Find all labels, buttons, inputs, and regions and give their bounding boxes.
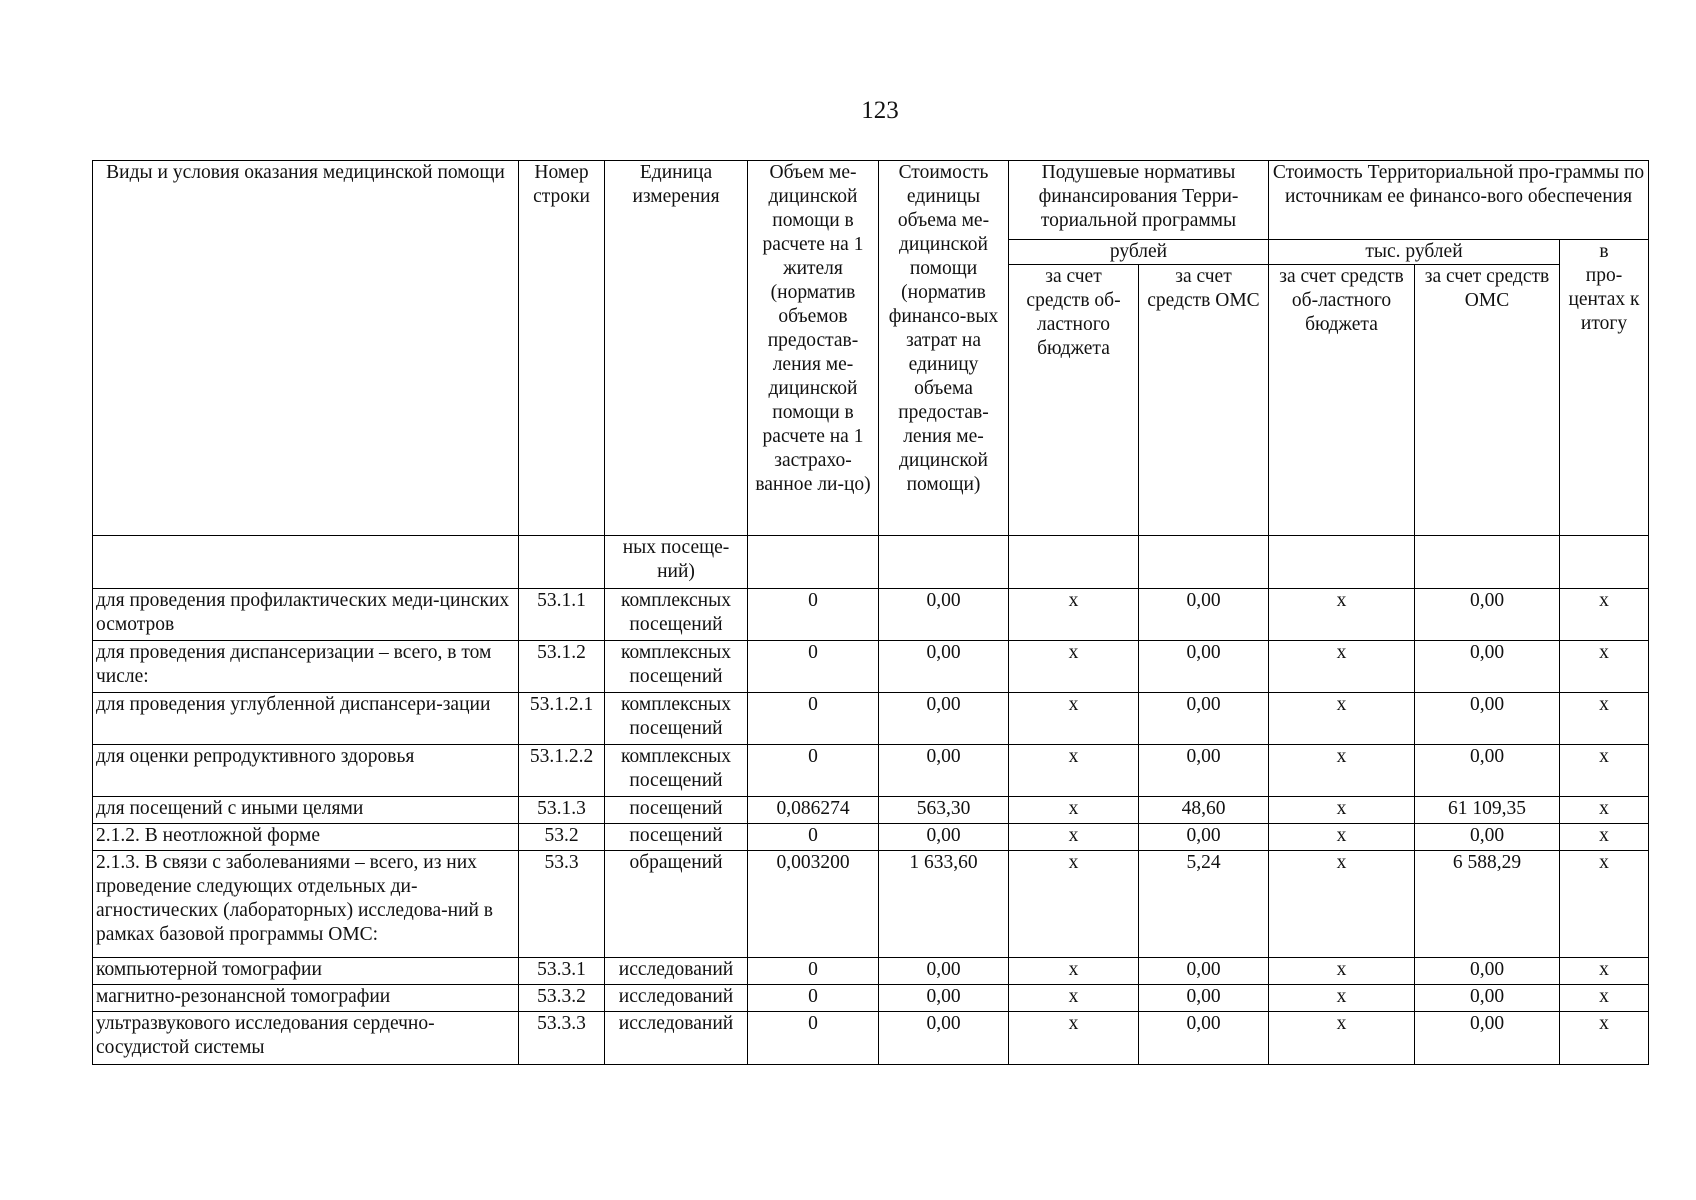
table-row <box>93 851 1649 958</box>
row-volume: 0,086274 <box>748 797 879 824</box>
row-cost: 0,00 <box>879 745 1009 797</box>
row-tc-budget: х <box>1269 1012 1415 1065</box>
row-unit: посещений <box>605 797 748 824</box>
table-row <box>93 1012 1649 1065</box>
header-unit: Единица измерения <box>605 161 748 536</box>
row-pc-oms: 0,00 <box>1139 824 1269 851</box>
row-percent: х <box>1560 1012 1649 1065</box>
row-tc-budget: х <box>1269 985 1415 1012</box>
header-unit-thousand-rubles: тыс. рублей <box>1269 240 1560 265</box>
row-unit: комплексных посещений <box>605 589 748 641</box>
row-tc-budget: х <box>1269 641 1415 693</box>
row-number: 53.3.3 <box>519 1012 605 1065</box>
row-name: 2.1.3. В связи с заболеваниями – всего, из них проведение следующих отдельных ди-агностических (лабораторных) исследова-ний в рамках базовой программы ОМС: <box>93 851 519 958</box>
row-percent: х <box>1560 958 1649 985</box>
header-row <box>93 161 1649 240</box>
row-pc-budget: х <box>1009 851 1139 958</box>
row-tc-budget: х <box>1269 797 1415 824</box>
row-percent: х <box>1560 589 1649 641</box>
continuation-unit: ных посеще-ний) <box>605 536 748 589</box>
row-cost: 0,00 <box>879 958 1009 985</box>
row-cost: 0,00 <box>879 589 1009 641</box>
row-pc-budget: х <box>1009 1012 1139 1065</box>
row-pc-oms: 0,00 <box>1139 985 1269 1012</box>
row-volume: 0 <box>748 641 879 693</box>
row-tc-oms: 0,00 <box>1415 641 1560 693</box>
row-percent: х <box>1560 693 1649 745</box>
header-volume: Объем ме-дицинской помощи в расчете на 1 жителя (норматив объемов предостав-ления ме-дицинской помощи в расчете на 1 застрахо-ванное ли-цо) <box>748 161 879 536</box>
row-unit: исследований <box>605 985 748 1012</box>
header-per-capita: Подушевые нормативы финансирования Терри-ториальной программы <box>1009 161 1269 240</box>
row-tc-oms: 0,00 <box>1415 745 1560 797</box>
row-percent: х <box>1560 824 1649 851</box>
row-pc-budget: х <box>1009 797 1139 824</box>
row-unit: комплексных посещений <box>605 745 748 797</box>
row-name: для проведения углубленной диспансери-зации <box>93 693 519 745</box>
row-percent: х <box>1560 797 1649 824</box>
row-tc-budget: х <box>1269 693 1415 745</box>
row-cost: 0,00 <box>879 1012 1009 1065</box>
row-name: для посещений с иными целями <box>93 797 519 824</box>
row-tc-oms: 0,00 <box>1415 693 1560 745</box>
row-tc-oms: 0,00 <box>1415 985 1560 1012</box>
row-tc-oms: 0,00 <box>1415 958 1560 985</box>
row-number: 53.3.1 <box>519 958 605 985</box>
row-tc-oms: 6 588,29 <box>1415 851 1560 958</box>
row-unit: исследований <box>605 958 748 985</box>
row-tc-budget: х <box>1269 958 1415 985</box>
row-pc-budget: х <box>1009 958 1139 985</box>
row-unit: комплексных посещений <box>605 641 748 693</box>
row-pc-budget: х <box>1009 693 1139 745</box>
row-tc-oms: 0,00 <box>1415 824 1560 851</box>
row-pc-oms: 0,00 <box>1139 1012 1269 1065</box>
row-percent: х <box>1560 641 1649 693</box>
row-name: ультразвукового исследования сердечно-сосудистой системы <box>93 1012 519 1065</box>
header-pc-oms: за счет средств ОМС <box>1139 265 1269 536</box>
row-cost: 563,30 <box>879 797 1009 824</box>
header-percent-top: в <box>1599 241 1609 262</box>
table-row <box>93 824 1649 851</box>
table-row <box>93 589 1649 641</box>
row-name: для оценки репродуктивного здоровья <box>93 745 519 797</box>
row-pc-budget: х <box>1009 824 1139 851</box>
header-unit-rubles: рублей <box>1009 240 1269 265</box>
row-number: 53.2 <box>519 824 605 851</box>
row-percent: х <box>1560 745 1649 797</box>
row-pc-budget: х <box>1009 641 1139 693</box>
row-pc-oms: 48,60 <box>1139 797 1269 824</box>
row-name: 2.1.2. В неотложной форме <box>93 824 519 851</box>
row-number: 53.3.2 <box>519 985 605 1012</box>
table-row <box>93 797 1649 824</box>
table-row <box>93 985 1649 1012</box>
row-volume: 0,003200 <box>748 851 879 958</box>
row-tc-budget: х <box>1269 589 1415 641</box>
row-volume: 0 <box>748 1012 879 1065</box>
row-cost: 0,00 <box>879 824 1009 851</box>
row-tc-budget: х <box>1269 851 1415 958</box>
row-cost: 1 633,60 <box>879 851 1009 958</box>
row-cost: 0,00 <box>879 693 1009 745</box>
header-percent <box>1560 240 1649 536</box>
row-volume: 0 <box>748 985 879 1012</box>
header-tc-budget: за счет средств об-ластного бюджета <box>1269 265 1415 536</box>
row-unit: комплексных посещений <box>605 693 748 745</box>
row-pc-oms: 5,24 <box>1139 851 1269 958</box>
header-percent-rest: про-центах к итогу <box>1568 265 1640 334</box>
row-unit: исследований <box>605 1012 748 1065</box>
row-tc-oms: 0,00 <box>1415 589 1560 641</box>
table-row <box>93 745 1649 797</box>
row-volume: 0 <box>748 589 879 641</box>
row-volume: 0 <box>748 824 879 851</box>
row-percent: х <box>1560 851 1649 958</box>
row-name: для проведения профилактических меди-цинских осмотров <box>93 589 519 641</box>
header-tc-oms: за счет средств ОМС <box>1415 265 1560 536</box>
row-tc-budget: х <box>1269 824 1415 851</box>
row-number: 53.1.3 <box>519 797 605 824</box>
table-row <box>93 693 1649 745</box>
row-volume: 0 <box>748 745 879 797</box>
row-unit: посещений <box>605 824 748 851</box>
row-pc-oms: 0,00 <box>1139 641 1269 693</box>
header-type: Виды и условия оказания медицинской помощи <box>93 161 519 536</box>
header-row-number: Номер строки <box>519 161 605 536</box>
continuation-row <box>93 536 1649 589</box>
row-volume: 0 <box>748 958 879 985</box>
table-row <box>93 641 1649 693</box>
row-name: компьютерной томографии <box>93 958 519 985</box>
row-tc-budget: х <box>1269 745 1415 797</box>
row-pc-budget: х <box>1009 589 1139 641</box>
header-cost: Стоимость единицы объема ме-дицинской помощи (норматив финансо-вых затрат на единицу объема предостав-ления ме-дицинской помощи) <box>879 161 1009 536</box>
table-row <box>93 958 1649 985</box>
page-number: 123 <box>861 97 899 124</box>
row-volume: 0 <box>748 693 879 745</box>
row-tc-oms: 0,00 <box>1415 1012 1560 1065</box>
row-pc-budget: х <box>1009 745 1139 797</box>
row-number: 53.1.2.1 <box>519 693 605 745</box>
row-number: 53.1.1 <box>519 589 605 641</box>
financing-table <box>92 160 1649 1065</box>
row-number: 53.1.2 <box>519 641 605 693</box>
row-pc-budget: х <box>1009 985 1139 1012</box>
row-name: магнитно-резонансной томографии <box>93 985 519 1012</box>
row-number: 53.3 <box>519 851 605 958</box>
row-pc-oms: 0,00 <box>1139 589 1269 641</box>
row-unit: обращений <box>605 851 748 958</box>
header-pc-budget: за счет средств об-ластного бюджета <box>1009 265 1139 536</box>
row-tc-oms: 61 109,35 <box>1415 797 1560 824</box>
header-program-cost: Стоимость Территориальной про-граммы по источникам ее финансо-вого обеспечения <box>1269 161 1649 240</box>
row-name: для проведения диспансеризации – всего, в том числе: <box>93 641 519 693</box>
row-cost: 0,00 <box>879 641 1009 693</box>
row-number: 53.1.2.2 <box>519 745 605 797</box>
row-percent: х <box>1560 985 1649 1012</box>
row-pc-oms: 0,00 <box>1139 745 1269 797</box>
row-pc-oms: 0,00 <box>1139 693 1269 745</box>
row-pc-oms: 0,00 <box>1139 958 1269 985</box>
row-cost: 0,00 <box>879 985 1009 1012</box>
